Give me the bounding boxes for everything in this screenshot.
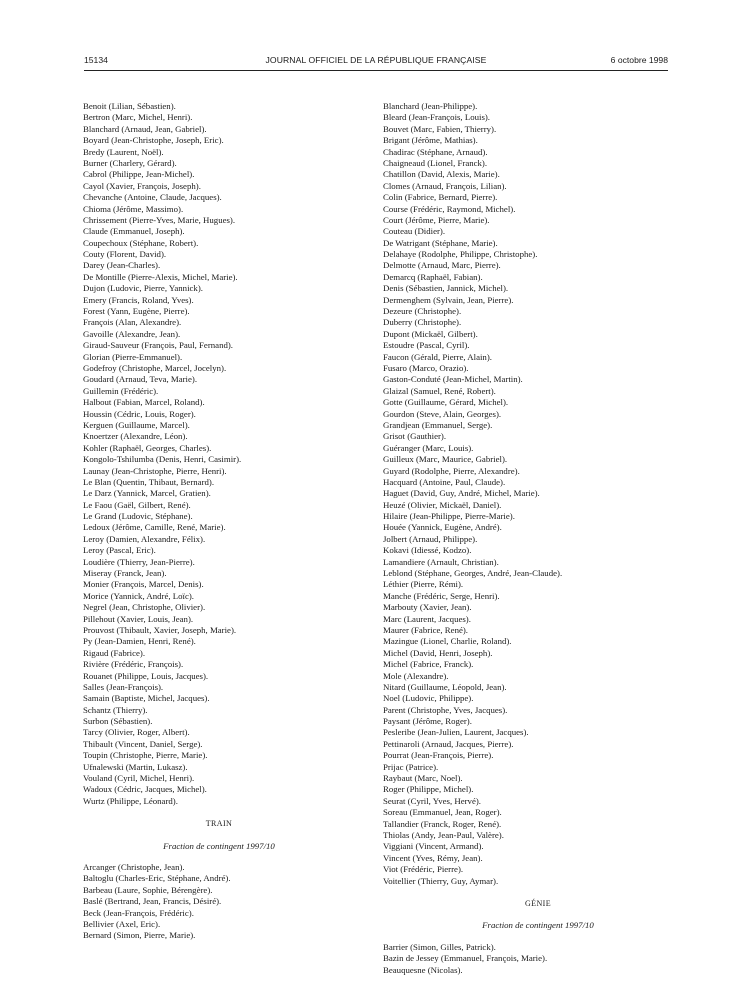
name-entry: Fusaro (Marco, Orazio). bbox=[383, 362, 469, 373]
name-entry: De Montille (Pierre-Alexis, Michel, Marie). bbox=[83, 271, 238, 282]
name-entry: Dezeure (Christophe). bbox=[383, 306, 462, 317]
name-entry: Barbeau (Laure, Sophie, Bérengère). bbox=[83, 884, 213, 895]
name-entry: Kokavi (Idiessé, Kodzo). bbox=[383, 545, 472, 556]
name-entry: Chioma (Jérôme, Massimo). bbox=[83, 203, 184, 214]
name-entry: Bellivier (Axel, Eric). bbox=[83, 918, 161, 929]
right-column bbox=[383, 101, 673, 976]
name-entry: Glorian (Pierre-Emmanuel). bbox=[83, 351, 183, 362]
name-entry: Dupont (Mickaël, Gilbert). bbox=[383, 328, 478, 339]
name-entry: Blanchard (Jean-Philippe). bbox=[383, 101, 478, 111]
section-title-train: TRAIN bbox=[205, 819, 233, 829]
name-entry: Houée (Yannick, Eugène, André). bbox=[383, 522, 502, 533]
name-entry: Emery (Francis, Roland, Yves). bbox=[83, 294, 194, 305]
name-entry: Lamandiere (Arnault, Christian). bbox=[383, 556, 499, 567]
name-entry: Claude (Emmanuel, Joseph). bbox=[83, 226, 185, 237]
name-entry: Pourrat (Jean-François, Pierre). bbox=[383, 750, 494, 761]
page-header bbox=[84, 55, 668, 69]
name-entry: Pillehout (Xavier, Louis, Jean). bbox=[83, 613, 194, 624]
name-entry: Le Darz (Yannick, Marcel, Gratien). bbox=[83, 488, 211, 499]
name-entry: Hacquard (Antoine, Paul, Claude). bbox=[383, 476, 506, 487]
name-entry: Bleard (Jean-François, Louis). bbox=[383, 112, 490, 123]
name-entry: Forest (Yann, Eugène, Pierre). bbox=[83, 306, 190, 317]
name-entry: Léthier (Pierre, Rémi). bbox=[383, 579, 464, 590]
page-number: 15134 bbox=[84, 55, 108, 65]
name-entry: Chevanche (Antoine, Claude, Jacques). bbox=[83, 192, 222, 203]
name-entry: Cabrol (Philippe, Jean-Michel). bbox=[83, 169, 195, 180]
left-column bbox=[83, 101, 355, 942]
name-entry: Rouanet (Philippe, Louis, Jacques). bbox=[83, 670, 209, 681]
name-entry: Mazingue (Lionel, Charlie, Roland). bbox=[383, 636, 512, 647]
name-entry: Thibault (Vincent, Daniel, Serge). bbox=[83, 738, 203, 749]
name-entry: Le Grand (Ludovic, Stéphane). bbox=[83, 511, 193, 522]
name-entry: Wadoux (Cédric, Jacques, Michel). bbox=[83, 784, 207, 795]
name-entry: Benoit (Lilian, Sébastien). bbox=[83, 101, 176, 111]
name-entry: Couteau (Didier). bbox=[383, 226, 446, 237]
name-list bbox=[83, 101, 355, 807]
name-entry: Delahaye (Rodolphe, Philippe, Christophe). bbox=[383, 249, 538, 260]
name-entry: Ufnalewski (Martin, Lukasz). bbox=[83, 761, 188, 772]
name-entry: Kongolo-Tshilumba (Denis, Henri, Casimir). bbox=[83, 454, 242, 465]
name-entry: Halbout (Fabian, Marcel, Roland). bbox=[83, 397, 205, 408]
name-entry: Barrier (Simon, Gilles, Patrick). bbox=[383, 941, 496, 952]
name-entry: Gourdon (Steve, Alain, Georges). bbox=[383, 408, 502, 419]
name-entry: Mole (Alexandre). bbox=[383, 670, 449, 681]
name-entry: Vouland (Cyril, Michel, Henri). bbox=[83, 773, 195, 784]
name-entry: Monier (François, Marcel, Denis). bbox=[83, 579, 204, 590]
publication-date: 6 octobre 1998 bbox=[610, 55, 668, 65]
name-entry: Kerguen (Guillaume, Marcel). bbox=[83, 419, 190, 430]
name-entry: Thiolas (Andy, Jean-Paul, Valère). bbox=[383, 830, 504, 840]
name-entry: Ledoux (Jérôme, Camille, René, Marie). bbox=[83, 522, 226, 533]
name-entry: Beauquesne (Nicolas). bbox=[383, 964, 463, 975]
name-entry: De Watrigant (Stéphane, Marie). bbox=[383, 237, 498, 248]
name-entry: Leroy (Damien, Alexandre, Félix). bbox=[83, 533, 206, 544]
name-entry: Arcanger (Christophe, Jean). bbox=[83, 862, 185, 872]
name-entry: Gavoille (Alexandre, Jean). bbox=[83, 328, 181, 339]
name-entry: Guillemin (Frédéric). bbox=[83, 385, 159, 396]
name-entry: Salles (Jean-François). bbox=[83, 681, 164, 692]
name-entry: Launay (Jean-Christophe, Pierre, Henri). bbox=[83, 465, 227, 476]
name-entry: Demarcq (Raphaël, Fabian). bbox=[383, 271, 483, 282]
name-entry: Roger (Philippe, Michel). bbox=[383, 784, 474, 795]
name-entry: Estoudre (Pascal, Cyril). bbox=[383, 340, 470, 351]
name-entry: Darey (Jean-Charles). bbox=[83, 260, 161, 271]
name-entry: Course (Frédéric, Raymond, Michel). bbox=[383, 203, 516, 214]
name-entry: Surbon (Sébastien). bbox=[83, 716, 153, 727]
name-entry: Beck (Jean-François, Frédéric). bbox=[83, 907, 194, 918]
name-entry: Houssin (Cédric, Louis, Roger). bbox=[83, 408, 196, 419]
name-entry: Toupin (Christophe, Pierre, Marie). bbox=[83, 750, 208, 761]
name-entry: Knoertzer (Alexandre, Léon). bbox=[83, 431, 188, 442]
name-entry: Guéranger (Marc, Louis). bbox=[383, 442, 474, 453]
name-list bbox=[383, 101, 673, 887]
name-entry: Hilaire (Jean-Philippe, Pierre-Marie). bbox=[383, 511, 515, 522]
name-entry: Noel (Ludovic, Philippe). bbox=[383, 693, 474, 704]
name-entry: Delmotte (Arnaud, Marc, Pierre). bbox=[383, 260, 501, 271]
name-entry: Schantz (Thierry). bbox=[83, 704, 148, 715]
name-entry: Nitard (Guillaume, Léopold, Jean). bbox=[383, 681, 507, 692]
name-entry: Maurer (Fabrice, René). bbox=[383, 624, 468, 635]
name-entry: Colin (Fabrice, Bernard, Pierre). bbox=[383, 192, 498, 203]
name-entry: Py (Jean-Damien, Henri, René). bbox=[83, 636, 196, 647]
name-entry: Vincent (Yves, Rémy, Jean). bbox=[383, 852, 483, 863]
name-entry: Bredy (Laurent, Noël). bbox=[83, 146, 164, 157]
name-entry: Miseray (Franck, Jean). bbox=[83, 568, 167, 579]
name-entry: Tallandier (Franck, Roger, René). bbox=[383, 818, 502, 829]
name-entry: Heuzé (Olivier, Mickaël, Daniel). bbox=[383, 499, 502, 510]
name-entry: Haguet (David, Guy, André, Michel, Marie). bbox=[383, 488, 540, 499]
name-entry: Glaizal (Samuel, René, Robert). bbox=[383, 385, 496, 396]
name-entry: Bertron (Marc, Michel, Henri). bbox=[83, 112, 193, 123]
name-entry: Paysant (Jérôme, Roger). bbox=[383, 716, 472, 727]
name-entry: Raybaut (Marc, Noel). bbox=[383, 773, 463, 784]
name-entry: Chaigneaud (Lionel, Franck). bbox=[383, 157, 488, 168]
name-entry: Le Faou (Gaël, Gilbert, René). bbox=[83, 499, 191, 510]
name-entry: Bernard (Simon, Pierre, Marie). bbox=[83, 930, 196, 941]
name-entry: Kohler (Raphaël, Georges, Charles). bbox=[83, 442, 212, 453]
name-entry: Wurtz (Philippe, Léonard). bbox=[83, 795, 178, 806]
name-entry: Prijac (Patrice). bbox=[383, 761, 439, 772]
name-entry: Michel (Fabrice, Franck). bbox=[383, 659, 474, 670]
name-entry: Godefroy (Christophe, Marcel, Jocelyn). bbox=[83, 362, 227, 373]
name-entry: François (Alan, Alexandre). bbox=[83, 317, 182, 328]
name-entry: Dujon (Ludovic, Pierre, Yannick). bbox=[83, 283, 203, 294]
name-entry: Michel (David, Henri, Joseph). bbox=[383, 647, 493, 658]
name-entry: Pesleribe (Jean-Julien, Laurent, Jacques). bbox=[383, 727, 529, 738]
name-entry: Brigant (Jérôme, Mathias). bbox=[383, 135, 478, 146]
name-entry: Guyard (Rodolphe, Pierre, Alexandre). bbox=[383, 465, 520, 476]
name-entry: Dermenghem (Sylvain, Jean, Pierre). bbox=[383, 294, 514, 305]
name-entry: Pettinaroli (Arnaud, Jacques, Pierre). bbox=[383, 738, 514, 749]
name-entry: Giraud-Sauveur (François, Paul, Fernand). bbox=[83, 340, 233, 351]
name-entry: Guilleux (Marc, Maurice, Gabriel). bbox=[383, 454, 508, 465]
section-title-genie: GÉNIE bbox=[525, 898, 551, 908]
name-entry: Soreau (Emmanuel, Jean, Roger). bbox=[383, 807, 502, 818]
name-entry: Gotte (Guillaume, Gérard, Michel). bbox=[383, 397, 509, 408]
name-entry: Burner (Charlery, Gérard). bbox=[83, 157, 177, 168]
name-entry: Le Blan (Quentin, Thibaut, Bernard). bbox=[83, 476, 215, 487]
name-entry: Rigaud (Fabrice). bbox=[83, 647, 146, 658]
name-entry: Clomes (Arnaud, François, Lilian). bbox=[383, 180, 507, 191]
name-entry: Chadirac (Stéphane, Arnaud). bbox=[383, 146, 488, 157]
name-entry: Loudière (Thierry, Jean-Pierre). bbox=[83, 556, 195, 567]
name-entry: Court (Jérôme, Pierre, Marie). bbox=[383, 214, 490, 225]
header-rule bbox=[84, 70, 668, 71]
name-entry: Voitellier (Thierry, Guy, Aymar). bbox=[383, 875, 499, 886]
section-subtitle: Fraction de contingent 1997/10 bbox=[163, 840, 275, 851]
name-list bbox=[383, 942, 673, 976]
name-entry: Coupechoux (Stéphane, Robert). bbox=[83, 237, 199, 248]
name-entry: Rivière (Frédéric, François). bbox=[83, 659, 184, 670]
name-entry: Faucon (Gérald, Pierre, Alain). bbox=[383, 351, 492, 362]
name-entry: Baltoglu (Charles-Eric, Stéphane, André). bbox=[83, 873, 231, 884]
name-entry: Morice (Yannick, André, Loïc). bbox=[83, 590, 194, 601]
name-list bbox=[83, 862, 355, 942]
name-entry: Boyard (Jean-Christophe, Joseph, Eric). bbox=[83, 135, 224, 146]
name-entry: Negrel (Jean, Christophe, Olivier). bbox=[83, 602, 206, 613]
section-subtitle: Fraction de contingent 1997/10 bbox=[482, 920, 594, 931]
name-entry: Chatillon (David, Alexis, Marie). bbox=[383, 169, 500, 180]
name-entry: Parent (Christophe, Yves, Jacques). bbox=[383, 704, 508, 715]
name-entry: Bouvet (Marc, Fabien, Thierry). bbox=[383, 123, 497, 134]
name-entry: Leroy (Pascal, Eric). bbox=[83, 545, 156, 556]
name-entry: Manche (Frédéric, Serge, Henri). bbox=[383, 590, 500, 601]
name-entry: Baslé (Bertrand, Jean, Francis, Désiré). bbox=[83, 896, 222, 907]
name-entry: Goudard (Arnaud, Teva, Marie). bbox=[83, 374, 198, 385]
name-entry: Duberry (Christophe). bbox=[383, 317, 462, 328]
name-entry: Viggiani (Vincent, Armand). bbox=[383, 841, 484, 852]
name-entry: Chrissement (Pierre-Yves, Marie, Hugues). bbox=[83, 214, 236, 225]
name-entry: Seurat (Cyril, Yves, Hervé). bbox=[383, 795, 481, 806]
journal-title: JOURNAL OFFICIEL DE LA RÉPUBLIQUE FRANÇAISE bbox=[265, 55, 487, 65]
name-entry: Prouvost (Thibault, Xavier, Joseph, Marie). bbox=[83, 624, 237, 635]
name-entry: Marbouty (Xavier, Jean). bbox=[383, 602, 472, 613]
name-entry: Tarcy (Olivier, Roger, Albert). bbox=[83, 727, 190, 738]
name-entry: Blanchard (Arnaud, Jean, Gabriel). bbox=[83, 123, 207, 134]
name-entry: Samain (Baptiste, Michel, Jacques). bbox=[83, 693, 210, 704]
name-entry: Couty (Florent, David). bbox=[83, 249, 167, 260]
name-entry: Grisot (Gauthier). bbox=[383, 431, 447, 442]
name-entry: Jolbert (Arnaud, Philippe). bbox=[383, 533, 478, 544]
name-entry: Leblond (Stéphane, Georges, André, Jean-Claude). bbox=[383, 568, 563, 579]
name-entry: Gaston-Conduté (Jean-Michel, Martin). bbox=[383, 374, 523, 385]
name-entry: Marc (Laurent, Jacques). bbox=[383, 613, 471, 624]
name-entry: Bazin de Jessey (Emmanuel, François, Marie). bbox=[383, 953, 548, 964]
name-entry: Grandjean (Emmanuel, Serge). bbox=[383, 419, 493, 430]
name-entry: Cayol (Xavier, François, Joseph). bbox=[83, 180, 201, 191]
name-entry: Denis (Sébastien, Jannick, Michel). bbox=[383, 283, 509, 294]
name-entry: Viot (Frédéric, Pierre). bbox=[383, 864, 464, 875]
